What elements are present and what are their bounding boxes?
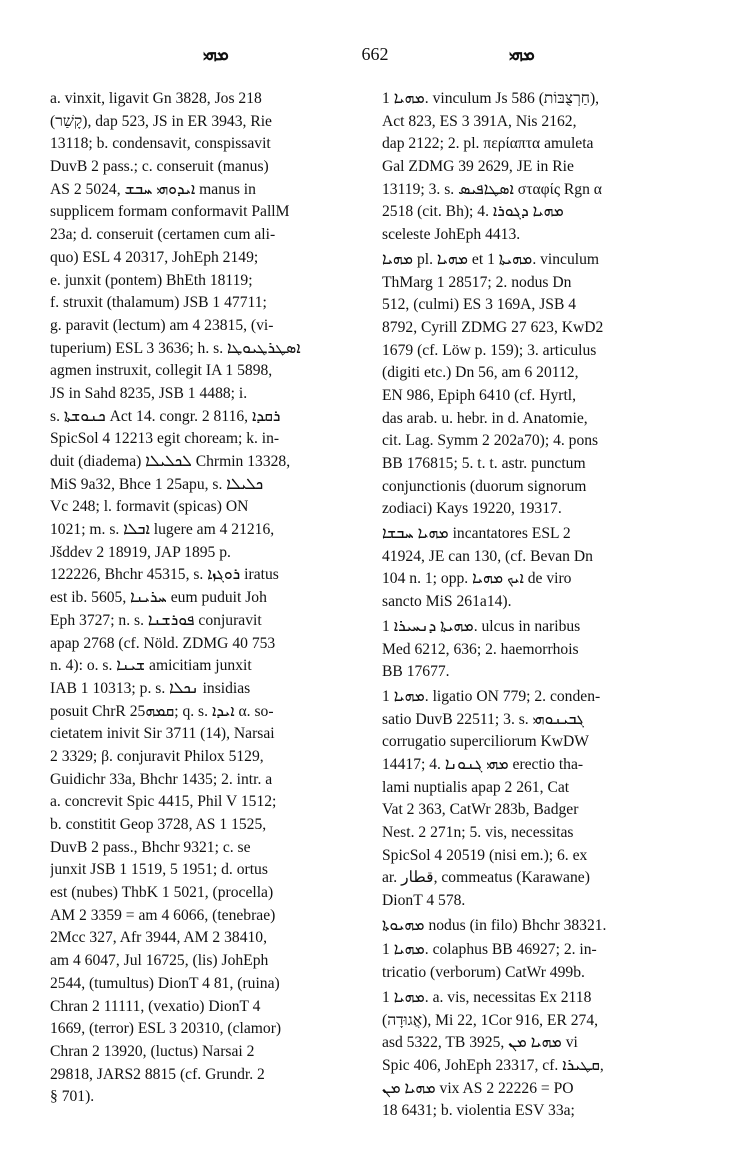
text-line: ThMarg 1 28517; 2. nodus Dn bbox=[382, 273, 572, 291]
text-line: 29818, JARS2 8815 (cf. Grundr. 2 bbox=[50, 1065, 265, 1083]
text-line: 2 3329; β. conjuravit Philox 5129, bbox=[50, 747, 264, 765]
text-line: lami nuptialis apap 2 261, Cat bbox=[382, 778, 570, 796]
text-line: 2544, (tumultus) DionT 4 81, (ruina) bbox=[50, 974, 280, 992]
text-line: e. junxit (pontem) BhEth 18119; bbox=[50, 271, 253, 289]
text-line: (digiti etc.) Dn 56, am 6 20112, bbox=[382, 364, 579, 382]
text-line: ܡܗܝܐ pl. ܡܗܝܐ et ܡܗܝܬܐ 1. vinculum bbox=[382, 250, 600, 268]
text-line: IAB 1 10313; p. s. ܢܟܠܐ insidias bbox=[50, 679, 251, 697]
text-line: satio DuvB 22511; 3. s. ܓܒܝܢܘܗܝ bbox=[382, 710, 584, 728]
text-line: dap 2122; 2. pl. περίαπτα amuleta bbox=[382, 135, 594, 153]
text-line: ܡܗܝܐ ܡܢ vix AS 2 22226 = PO bbox=[382, 1079, 574, 1097]
page-header bbox=[0, 44, 750, 68]
text-line: 14417; 4. ܡܗܝ ܓܢܘܢܐ erectio tha- bbox=[382, 755, 584, 773]
text-line: junxit JSB 1 1519, 5 1951; d. ortus bbox=[50, 861, 268, 879]
text-line: DuvB 2 pass., Bhchr 9321; c. se bbox=[50, 838, 251, 856]
text-line: posuit ChrR ܩܡܗ25; q. s. ܐܝܕܐ α. so- bbox=[50, 702, 274, 720]
text-line: Act 823, ES 3 391A, Nis 2162, bbox=[382, 112, 577, 130]
text-line: quo) ESL 4 20317, JohEph 2149; bbox=[50, 248, 259, 266]
text-line: agmen instruxit, collegit IA 1 5898, bbox=[50, 362, 273, 380]
text-line: 13118; b. condensavit, conspissavit bbox=[50, 135, 271, 153]
text-line: SpicSol 4 12213 egit choream; k. in- bbox=[50, 430, 280, 448]
text-line: ar. قطار, commeatus (Karawane) bbox=[382, 869, 590, 887]
text-line: b. constitit Geop 3728, AS 1 1525, bbox=[50, 816, 267, 833]
text-line: Spic 406, JohEph 23317, cf. ܩܛܝܪܐ, bbox=[382, 1056, 604, 1074]
text-line: DionT 4 578. bbox=[382, 892, 466, 910]
text-line: 104 n. 1; opp. ܐܝܟ ܡܗܝܐ de viro bbox=[382, 570, 572, 588]
text-line: corrugatio superciliorum KwDW bbox=[382, 733, 589, 751]
text-line: ܡܗܝܐ 1. ligatio ON 779; 2. conden- bbox=[382, 687, 601, 705]
running-headword-left: ܡܗܝ bbox=[203, 44, 229, 65]
text-line: cit. Lag. Symm 2 202a70); 4. pons bbox=[382, 432, 599, 450]
text-line: Guidichr 33a, Bhchr 1435; 2. intr. a bbox=[50, 770, 273, 788]
text-line: 512, (culmi) ES 3 169A, JSB 4 bbox=[382, 296, 577, 314]
text-line: est (nubes) ThbK 1 5021, (procella) bbox=[50, 884, 274, 902]
text-line: Chran 2 11111, (vexatio) DionT 4 bbox=[50, 997, 261, 1015]
text-line: sceleste JohEph 4413. bbox=[382, 226, 521, 244]
text-line: Vat 2 363, CatWr 283b, Badger bbox=[382, 801, 579, 819]
text-line: g. paravit (lectum) am 4 23815, (vi- bbox=[50, 316, 274, 334]
text-line: am 4 6047, Jul 16725, (lis) JohEph bbox=[50, 952, 269, 970]
text-line: 2518 (cit. Bh); 4. ܡܗܝܐ ܕܓܘܪܐ bbox=[382, 203, 564, 221]
text-line: Nest. 2 271n; 5. vis, necessitas bbox=[382, 824, 574, 841]
right-column bbox=[382, 88, 708, 1123]
text-line: ܡܗܝܐ 1. colaphus BB 46927; 2. in- bbox=[382, 941, 597, 959]
text-line: n. 4): o. s. ܫܝܢܐ amicitiam junxit bbox=[50, 657, 252, 675]
text-line: asd 5322, TB 3925, ܡܗܝܐ ܡܢ vi bbox=[382, 1034, 578, 1052]
text-line: 1021; m. s. ܐܒܠܐ lugere am 4 21216, bbox=[50, 521, 275, 539]
text-line: a. concrevit Spic 4415, Phil V 1512; bbox=[50, 793, 277, 811]
text-line: apap 2768 (cf. Nöld. ZDMG 40 753 bbox=[50, 634, 276, 652]
text-line: § 701). bbox=[50, 1088, 95, 1106]
text-line: 1669, (terror) ESL 3 20310, (clamor) bbox=[50, 1020, 282, 1038]
left-column bbox=[50, 88, 370, 1109]
text-line: Jšddev 2 18919, JAP 1895 p. bbox=[50, 543, 231, 561]
text-line: s. ܟܢܘܫܬܐ Act 14. congr. 2 8116, ܪܩܕܐ bbox=[50, 407, 281, 425]
text-line: tricatio (verborum) CatWr 499b. bbox=[382, 964, 585, 982]
text-line: est ib. 5605, ܚܪܝܢܐ eum puduit Joh bbox=[50, 589, 267, 607]
text-line: sancto MiS 261a14). bbox=[382, 593, 512, 611]
text-line: 122226, Bhchr 45315, s. ܪܘܓܙܐ iratus bbox=[50, 566, 279, 584]
text-line: supplicem formam conformavit PallM bbox=[50, 203, 290, 221]
text-line: (קָשַׁר), dap 523, JS in ER 3943, Rie bbox=[50, 112, 272, 130]
text-line: a. vinxit, ligavit Gn 3828, Jos 218 bbox=[50, 90, 262, 107]
text-line: 23a; d. conseruit (certamen cum ali- bbox=[50, 226, 276, 244]
text-line: ܡܗܝܐ ܚܒܫܐ incantatores ESL 2 bbox=[382, 525, 571, 543]
text-line: das arab. u. hebr. in d. Anatomie, bbox=[382, 409, 588, 427]
text-line: BB 17677. bbox=[382, 663, 450, 681]
text-line: Chran 2 13920, (luctus) Narsai 2 bbox=[50, 1042, 255, 1060]
text-line: MiS 9a32, Bhce 1 25apu, s. ܟܠܝܠܐ bbox=[50, 475, 264, 493]
text-line: conjunctionis (duorum signorum bbox=[382, 477, 587, 495]
text-line: ܡܗܝܐ 1. a. vis, necessitas Ex 2118 bbox=[382, 988, 592, 1006]
text-line: tuperium) ESL 3 3636; h. s. ܐܣܛܪܛܝܘܛܐ bbox=[50, 339, 301, 357]
text-line: 18 6431; b. violentia ESV 33a; bbox=[382, 1102, 575, 1120]
text-line: JS in Sahd 8235, JSB 1 4488; i. bbox=[50, 384, 248, 402]
text-line: ܡܗܝܬܐ ܕܢܚܝܪܐ 1. ulcus in naribus bbox=[382, 617, 581, 635]
text-line: Vc 248; l. formavit (spicas) ON bbox=[50, 498, 249, 516]
text-line: 2Mcc 327, Afr 3944, AM 2 38410, bbox=[50, 929, 268, 947]
running-headword-right: ܡܗܝ bbox=[509, 44, 535, 65]
text-line: zodiaci) Kays 19220, 19317. bbox=[382, 500, 562, 518]
text-line: 13119; 3. s. ܐܣܛܐܦܝܣ σταφίς Rgn α bbox=[382, 180, 602, 198]
text-line: duit (diadema) ܠܟܠܝܠܐ Chrmin 13328, bbox=[50, 453, 291, 470]
text-line: AM 2 3359 = am 4 6066, (tenebrae) bbox=[50, 906, 276, 924]
page-number: 662 bbox=[361, 44, 389, 64]
text-line: BB 176815; 5. t. t. astr. punctum bbox=[382, 455, 586, 472]
text-line: ܡܗܝܐ 1. vinculum Js 586 (חַרְצֻבּוֹת), bbox=[382, 90, 600, 107]
text-line: 41924, JE can 130, (cf. Bevan Dn bbox=[382, 547, 593, 565]
text-line: Eph 3727; n. s. ܦܘܪܫܢܐ conjuravit bbox=[50, 611, 262, 629]
text-line: (אֲגוּדָה), Mi 22, 1Cor 916, ER 274, bbox=[382, 1011, 599, 1029]
text-line: AS 2 5024, ܐܝܕܘܗܝ ܚܒܫ manus in bbox=[50, 180, 256, 198]
text-line: Gal ZDMG 39 2629, JE in Rie bbox=[382, 158, 574, 176]
text-line: DuvB 2 pass.; c. conseruit (manus) bbox=[50, 158, 269, 176]
text-line: cietatem inivit Sir 3711 (14), Narsai bbox=[50, 725, 275, 743]
text-line: f. struxit (thalamum) JSB 1 47711; bbox=[50, 294, 267, 312]
text-line: 8792, Cyrill ZDMG 27 623, KwD2 bbox=[382, 318, 604, 336]
text-line: ܡܗܝܘܬܐ nodus (in filo) Bhchr 38321. bbox=[382, 916, 607, 934]
text-line: 1679 (cf. Löw p. 159); 3. articulus bbox=[382, 341, 597, 359]
text-line: Med 6212, 636; 2. haemorrhois bbox=[382, 640, 579, 658]
text-line: SpicSol 4 20519 (nisi em.); 6. ex bbox=[382, 846, 588, 864]
text-line: EN 986, Epiph 6410 (cf. Hyrtl, bbox=[382, 386, 577, 404]
